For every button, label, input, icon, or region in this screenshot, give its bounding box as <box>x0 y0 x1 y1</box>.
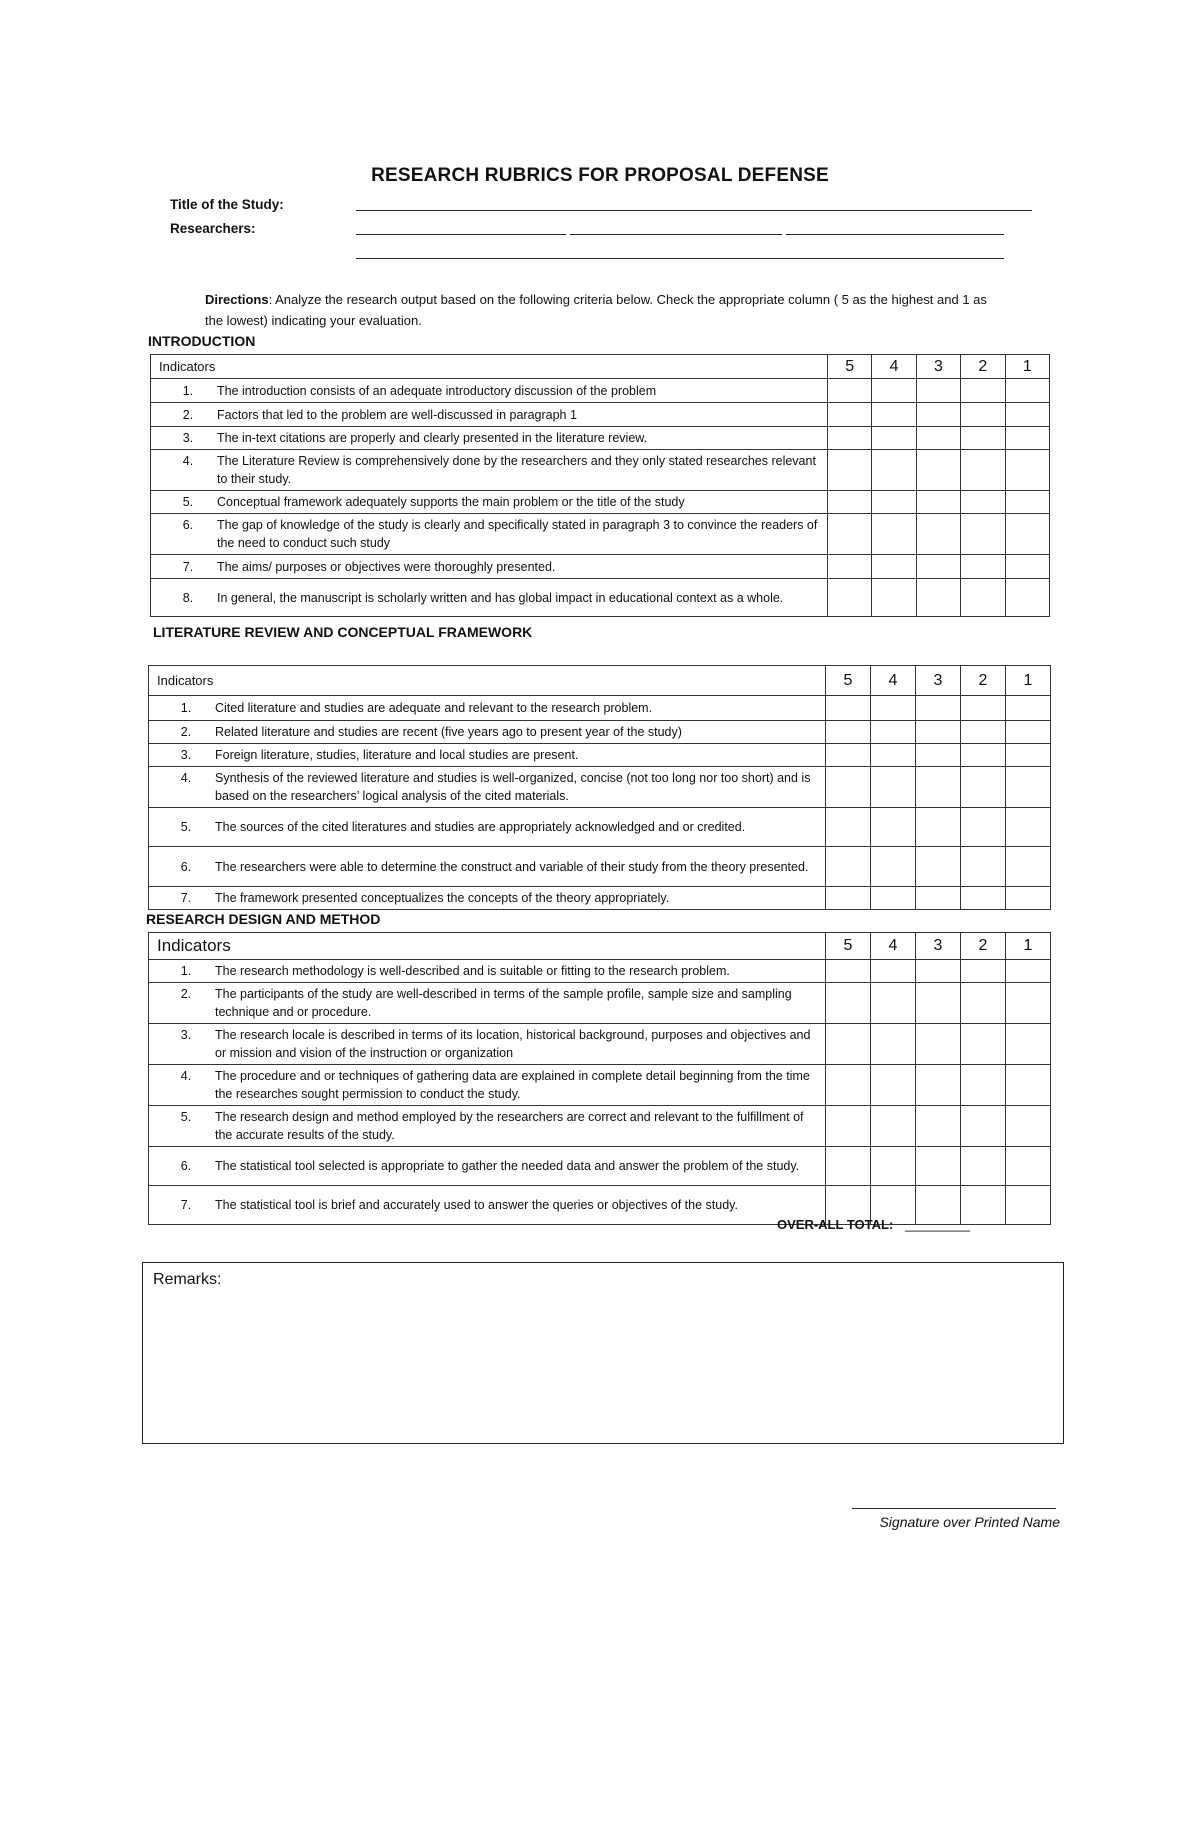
indicator-number: 7. <box>180 1198 192 1212</box>
score-cell-2[interactable] <box>961 767 1006 808</box>
score-cell-2[interactable] <box>961 514 1005 555</box>
indicator-text: The researchers were able to determine the construct and variable of their study from the theory presented. <box>215 859 809 874</box>
score-cell-1[interactable] <box>1006 1065 1051 1106</box>
score-cell-5[interactable] <box>828 514 872 555</box>
document-title: RESEARCH RUBRICS FOR PROPOSAL DEFENSE <box>371 165 829 186</box>
score-cell-3[interactable] <box>916 721 961 744</box>
score-cell-1[interactable] <box>1005 403 1049 427</box>
indicators-header: Indicators <box>151 355 828 379</box>
indicator-text: In general, the manuscript is scholarly written and has global impact in educational context as a whole. <box>217 590 784 605</box>
score-cell-3[interactable] <box>916 579 960 617</box>
score-header-3: 3 <box>916 933 961 960</box>
indicator-number: 5. <box>180 820 192 834</box>
indicator-number: 1. <box>180 701 192 715</box>
indicator-text: The aims/ purposes or objectives were thoroughly presented. <box>217 559 556 574</box>
score-cell-5[interactable] <box>828 579 872 617</box>
indicator-number: 4. <box>180 771 192 785</box>
score-cell-4[interactable] <box>872 427 916 450</box>
score-cell-4[interactable] <box>872 555 916 579</box>
table-row <box>151 579 1050 617</box>
indicator-cell <box>151 450 828 491</box>
score-cell-5[interactable] <box>826 1106 871 1147</box>
score-cell-2[interactable] <box>961 721 1006 744</box>
indicator-text: The participants of the study are well-described in terms of the sample profile, sample size and sampling technique and or procedure. <box>215 987 792 1019</box>
table-row <box>149 808 1051 847</box>
section-heading-research-design: RESEARCH DESIGN AND METHOD <box>146 911 381 927</box>
score-cell-1[interactable] <box>1006 1024 1051 1065</box>
score-cell-2[interactable] <box>961 1024 1006 1065</box>
score-cell-4[interactable] <box>871 1065 916 1106</box>
score-cell-4[interactable] <box>872 514 916 555</box>
signature-line[interactable] <box>852 1508 1056 1509</box>
score-cell-3[interactable] <box>916 887 961 910</box>
score-cell-5[interactable] <box>828 555 872 579</box>
indicator-number: 2. <box>180 725 192 739</box>
remarks-box[interactable] <box>142 1262 1064 1444</box>
indicator-number: 5. <box>182 495 194 509</box>
score-cell-3[interactable] <box>916 1106 961 1147</box>
table-row <box>149 960 1051 983</box>
score-cell-5[interactable] <box>826 1147 871 1186</box>
score-cell-1[interactable] <box>1005 579 1049 617</box>
title-of-study-field[interactable] <box>356 210 1032 211</box>
researcher-field-3[interactable] <box>786 234 1004 235</box>
indicator-number: 4. <box>180 1069 192 1083</box>
score-cell-3[interactable] <box>916 983 961 1024</box>
score-cell-1[interactable] <box>1006 744 1051 767</box>
score-cell-5[interactable] <box>826 1065 871 1106</box>
table-row <box>151 379 1050 403</box>
indicator-cell <box>149 721 826 744</box>
indicator-cell <box>149 847 826 887</box>
indicator-number: 6. <box>182 518 194 532</box>
score-cell-2[interactable] <box>961 403 1005 427</box>
rubric-table-introduction <box>150 354 1050 617</box>
indicator-cell <box>151 579 828 617</box>
score-cell-5[interactable] <box>826 744 871 767</box>
score-cell-5[interactable] <box>826 767 871 808</box>
score-cell-2[interactable] <box>961 579 1005 617</box>
score-cell-5[interactable] <box>826 887 871 910</box>
table-row <box>149 887 1051 910</box>
score-cell-4[interactable] <box>871 767 916 808</box>
score-cell-4[interactable] <box>872 579 916 617</box>
indicators-header: Indicators <box>149 933 826 960</box>
table-row <box>149 983 1051 1024</box>
indicator-text: The research design and method employed by the researchers are correct and relevant to the fulfillment of the accurate results of the study. <box>215 1110 804 1142</box>
indicator-text: Synthesis of the reviewed literature and studies is well-organized, concise (not too long nor too short) and is based on the researchers’ logical analysis of the cited materials. <box>215 771 811 803</box>
title-of-study-label: Title of the Study: <box>170 197 284 212</box>
score-cell-5[interactable] <box>826 960 871 983</box>
indicator-text: The statistical tool is brief and accurately used to answer the queries or objectives of the study. <box>215 1198 738 1212</box>
rubric-table-research-design <box>148 932 1051 1225</box>
score-cell-1[interactable] <box>1005 379 1049 403</box>
table-header-row <box>149 933 1051 960</box>
indicator-number: 1. <box>180 964 192 978</box>
indicator-text: The research locale is described in terms of its location, historical background, purposes and objectives and or mission and vision of the instruction or organization <box>215 1028 811 1060</box>
score-cell-4[interactable] <box>871 847 916 887</box>
table-row <box>149 847 1051 887</box>
table-header-row <box>151 355 1050 379</box>
indicator-number: 2. <box>180 987 192 1001</box>
score-cell-1[interactable] <box>1006 847 1051 887</box>
score-cell-5[interactable] <box>826 983 871 1024</box>
researchers-label: Researchers: <box>170 221 256 236</box>
indicator-text: The gap of knowledge of the study is clearly and specifically stated in paragraph 3 to convince the readers of the need to conduct such study <box>217 518 818 550</box>
score-cell-5[interactable] <box>828 427 872 450</box>
indicator-number: 7. <box>180 891 192 905</box>
score-header-5: 5 <box>826 933 871 960</box>
researcher-field-4[interactable] <box>356 258 1004 259</box>
indicator-number: 2. <box>182 407 194 422</box>
score-cell-4[interactable] <box>872 403 916 427</box>
score-cell-4[interactable] <box>871 960 916 983</box>
indicator-number: 3. <box>180 748 192 762</box>
score-cell-5[interactable] <box>826 808 871 847</box>
researcher-field-1[interactable] <box>356 234 566 235</box>
indicator-cell <box>149 767 826 808</box>
score-cell-5[interactable] <box>826 1024 871 1065</box>
remarks-label: Remarks: <box>153 1271 222 1288</box>
score-cell-3[interactable] <box>916 1147 961 1186</box>
score-cell-4[interactable] <box>872 450 916 491</box>
score-cell-3[interactable] <box>916 696 961 721</box>
score-header-3: 3 <box>916 355 960 379</box>
score-cell-2[interactable] <box>961 696 1006 721</box>
score-cell-5[interactable] <box>828 379 872 403</box>
table-row <box>151 491 1050 514</box>
indicator-cell <box>149 744 826 767</box>
score-cell-3[interactable] <box>916 450 960 491</box>
indicator-cell <box>149 808 826 847</box>
indicator-text: Related literature and studies are recent (five years ago to present year of the study) <box>215 725 682 739</box>
indicator-cell <box>149 1024 826 1065</box>
score-header-1: 1 <box>1006 666 1051 696</box>
score-header-1: 1 <box>1005 355 1049 379</box>
score-cell-2[interactable] <box>961 1065 1006 1106</box>
table-row <box>149 696 1051 721</box>
indicator-cell <box>151 379 828 403</box>
indicator-cell <box>149 696 826 721</box>
table-row <box>151 403 1050 427</box>
score-cell-4[interactable] <box>871 744 916 767</box>
score-cell-2[interactable] <box>961 1147 1006 1186</box>
score-header-4: 4 <box>871 933 916 960</box>
score-cell-2[interactable] <box>961 744 1006 767</box>
score-cell-2[interactable] <box>961 450 1005 491</box>
score-cell-1[interactable] <box>1005 555 1049 579</box>
indicator-cell <box>149 1147 826 1186</box>
score-cell-2[interactable] <box>961 555 1005 579</box>
indicator-number: 6. <box>180 1159 192 1173</box>
score-cell-3[interactable] <box>916 1024 961 1065</box>
score-cell-1[interactable] <box>1006 808 1051 847</box>
indicator-number: 8. <box>182 590 194 605</box>
score-header-5: 5 <box>828 355 872 379</box>
score-cell-3[interactable] <box>916 514 960 555</box>
score-cell-1[interactable] <box>1005 491 1049 514</box>
signature-label: Signature over Printed Name <box>879 1514 1060 1530</box>
table-row <box>149 1024 1051 1065</box>
section-heading-introduction: INTRODUCTION <box>148 333 256 349</box>
score-cell-2[interactable] <box>961 808 1006 847</box>
score-cell-1[interactable] <box>1006 1186 1051 1225</box>
score-cell-4[interactable] <box>871 696 916 721</box>
indicator-cell <box>149 1065 826 1106</box>
indicator-number: 5. <box>180 1110 192 1124</box>
score-cell-4[interactable] <box>871 983 916 1024</box>
score-header-2: 2 <box>961 933 1006 960</box>
score-cell-2[interactable] <box>961 427 1005 450</box>
score-cell-1[interactable] <box>1006 887 1051 910</box>
score-cell-1[interactable] <box>1006 1106 1051 1147</box>
indicator-cell <box>149 983 826 1024</box>
table-row <box>149 767 1051 808</box>
score-cell-1[interactable] <box>1005 450 1049 491</box>
table-row <box>149 1106 1051 1147</box>
score-cell-5[interactable] <box>828 450 872 491</box>
score-cell-4[interactable] <box>871 1024 916 1065</box>
overall-total-label: OVER-ALL TOTAL: <box>777 1217 894 1232</box>
score-cell-1[interactable] <box>1005 514 1049 555</box>
indicator-text: The procedure and or techniques of gathering data are explained in complete detail beginning from the time the researches sought permission to conduct the study. <box>215 1069 810 1101</box>
indicator-text: The framework presented conceptualizes the concepts of the theory appropriately. <box>215 891 670 905</box>
score-cell-2[interactable] <box>961 379 1005 403</box>
table-row <box>149 744 1051 767</box>
score-cell-4[interactable] <box>872 491 916 514</box>
score-header-3: 3 <box>916 666 961 696</box>
indicator-number: 6. <box>180 859 192 874</box>
score-header-2: 2 <box>961 355 1005 379</box>
score-cell-3[interactable] <box>916 403 960 427</box>
indicator-text: The in-text citations are properly and clearly presented in the literature review. <box>217 431 648 445</box>
indicator-text: The Literature Review is comprehensively done by the researchers and they only stated researches relevant to their study. <box>217 454 816 486</box>
score-cell-1[interactable] <box>1006 983 1051 1024</box>
score-cell-4[interactable] <box>871 1147 916 1186</box>
table-row <box>149 1147 1051 1186</box>
score-cell-3[interactable] <box>916 379 960 403</box>
score-cell-3[interactable] <box>916 767 961 808</box>
table-row <box>151 514 1050 555</box>
overall-total-field[interactable]: _________ <box>905 1217 971 1232</box>
indicator-text: The research methodology is well-described and is suitable or fitting to the research problem. <box>215 964 730 978</box>
indicator-cell <box>149 887 826 910</box>
score-cell-1[interactable] <box>1006 767 1051 808</box>
score-cell-3[interactable] <box>916 960 961 983</box>
indicator-text: Factors that led to the problem are well-discussed in paragraph 1 <box>217 407 577 422</box>
indicator-cell <box>149 1186 826 1225</box>
section-heading-literature-review: LITERATURE REVIEW AND CONCEPTUAL FRAMEWORK <box>153 624 533 640</box>
score-cell-3[interactable] <box>916 847 961 887</box>
indicator-number: 1. <box>182 383 194 398</box>
researcher-field-2[interactable] <box>570 234 782 235</box>
indicator-text: Conceptual framework adequately supports the main problem or the title of the study <box>217 495 685 509</box>
score-cell-5[interactable] <box>826 696 871 721</box>
score-cell-2[interactable] <box>961 960 1006 983</box>
rubric-table-literature-review <box>148 665 1051 910</box>
score-cell-5[interactable] <box>826 847 871 887</box>
indicator-number: 3. <box>180 1028 192 1042</box>
indicator-text: The introduction consists of an adequate introductory discussion of the problem <box>217 383 657 398</box>
score-header-1: 1 <box>1006 933 1051 960</box>
table-header-row <box>149 666 1051 696</box>
indicator-number: 4. <box>182 454 194 468</box>
indicator-number: 3. <box>182 431 194 445</box>
indicator-cell <box>149 960 826 983</box>
score-cell-3[interactable] <box>916 744 961 767</box>
indicator-text: Foreign literature, studies, literature and local studies are present. <box>215 748 579 762</box>
table-row <box>151 555 1050 579</box>
table-row <box>151 450 1050 491</box>
indicator-cell <box>151 403 828 427</box>
score-cell-3[interactable] <box>916 491 960 514</box>
score-cell-4[interactable] <box>871 1106 916 1147</box>
score-cell-4[interactable] <box>872 379 916 403</box>
directions-text: : Analyze the research output based on the following criteria below. Check the appropriate column ( 5 as the highest and 1 as the lowest) indicating your evaluation. <box>205 292 987 328</box>
score-cell-3[interactable] <box>916 427 960 450</box>
score-cell-5[interactable] <box>828 403 872 427</box>
score-cell-1[interactable] <box>1006 1147 1051 1186</box>
score-cell-1[interactable] <box>1005 427 1049 450</box>
score-cell-1[interactable] <box>1006 696 1051 721</box>
indicator-cell <box>151 427 828 450</box>
indicator-number: 7. <box>182 559 194 574</box>
score-header-5: 5 <box>826 666 871 696</box>
score-cell-2[interactable] <box>961 887 1006 910</box>
score-header-4: 4 <box>872 355 916 379</box>
indicator-cell <box>149 1106 826 1147</box>
score-cell-2[interactable] <box>961 847 1006 887</box>
table-row <box>149 721 1051 744</box>
directions <box>205 289 995 331</box>
score-cell-2[interactable] <box>961 983 1006 1024</box>
score-cell-4[interactable] <box>871 887 916 910</box>
indicator-cell <box>151 555 828 579</box>
indicators-header: Indicators <box>149 666 826 696</box>
table-row <box>151 427 1050 450</box>
indicator-text: The sources of the cited literatures and studies are appropriately acknowledged and or credited. <box>215 820 746 834</box>
score-cell-4[interactable] <box>871 808 916 847</box>
score-cell-3[interactable] <box>916 808 961 847</box>
score-cell-3[interactable] <box>916 1065 961 1106</box>
score-cell-2[interactable] <box>961 491 1005 514</box>
indicator-cell <box>151 514 828 555</box>
table-row <box>149 1065 1051 1106</box>
score-cell-3[interactable] <box>916 555 960 579</box>
score-cell-1[interactable] <box>1006 960 1051 983</box>
directions-label: Directions <box>205 292 269 307</box>
indicator-cell <box>151 491 828 514</box>
score-cell-2[interactable] <box>961 1106 1006 1147</box>
score-cell-5[interactable] <box>826 721 871 744</box>
score-cell-5[interactable] <box>828 491 872 514</box>
score-cell-1[interactable] <box>1006 721 1051 744</box>
indicator-text: The statistical tool selected is appropriate to gather the needed data and answer the problem of the study. <box>215 1159 800 1173</box>
score-cell-4[interactable] <box>871 721 916 744</box>
score-header-4: 4 <box>871 666 916 696</box>
indicator-text: Cited literature and studies are adequate and relevant to the research problem. <box>215 701 653 715</box>
score-header-2: 2 <box>961 666 1006 696</box>
